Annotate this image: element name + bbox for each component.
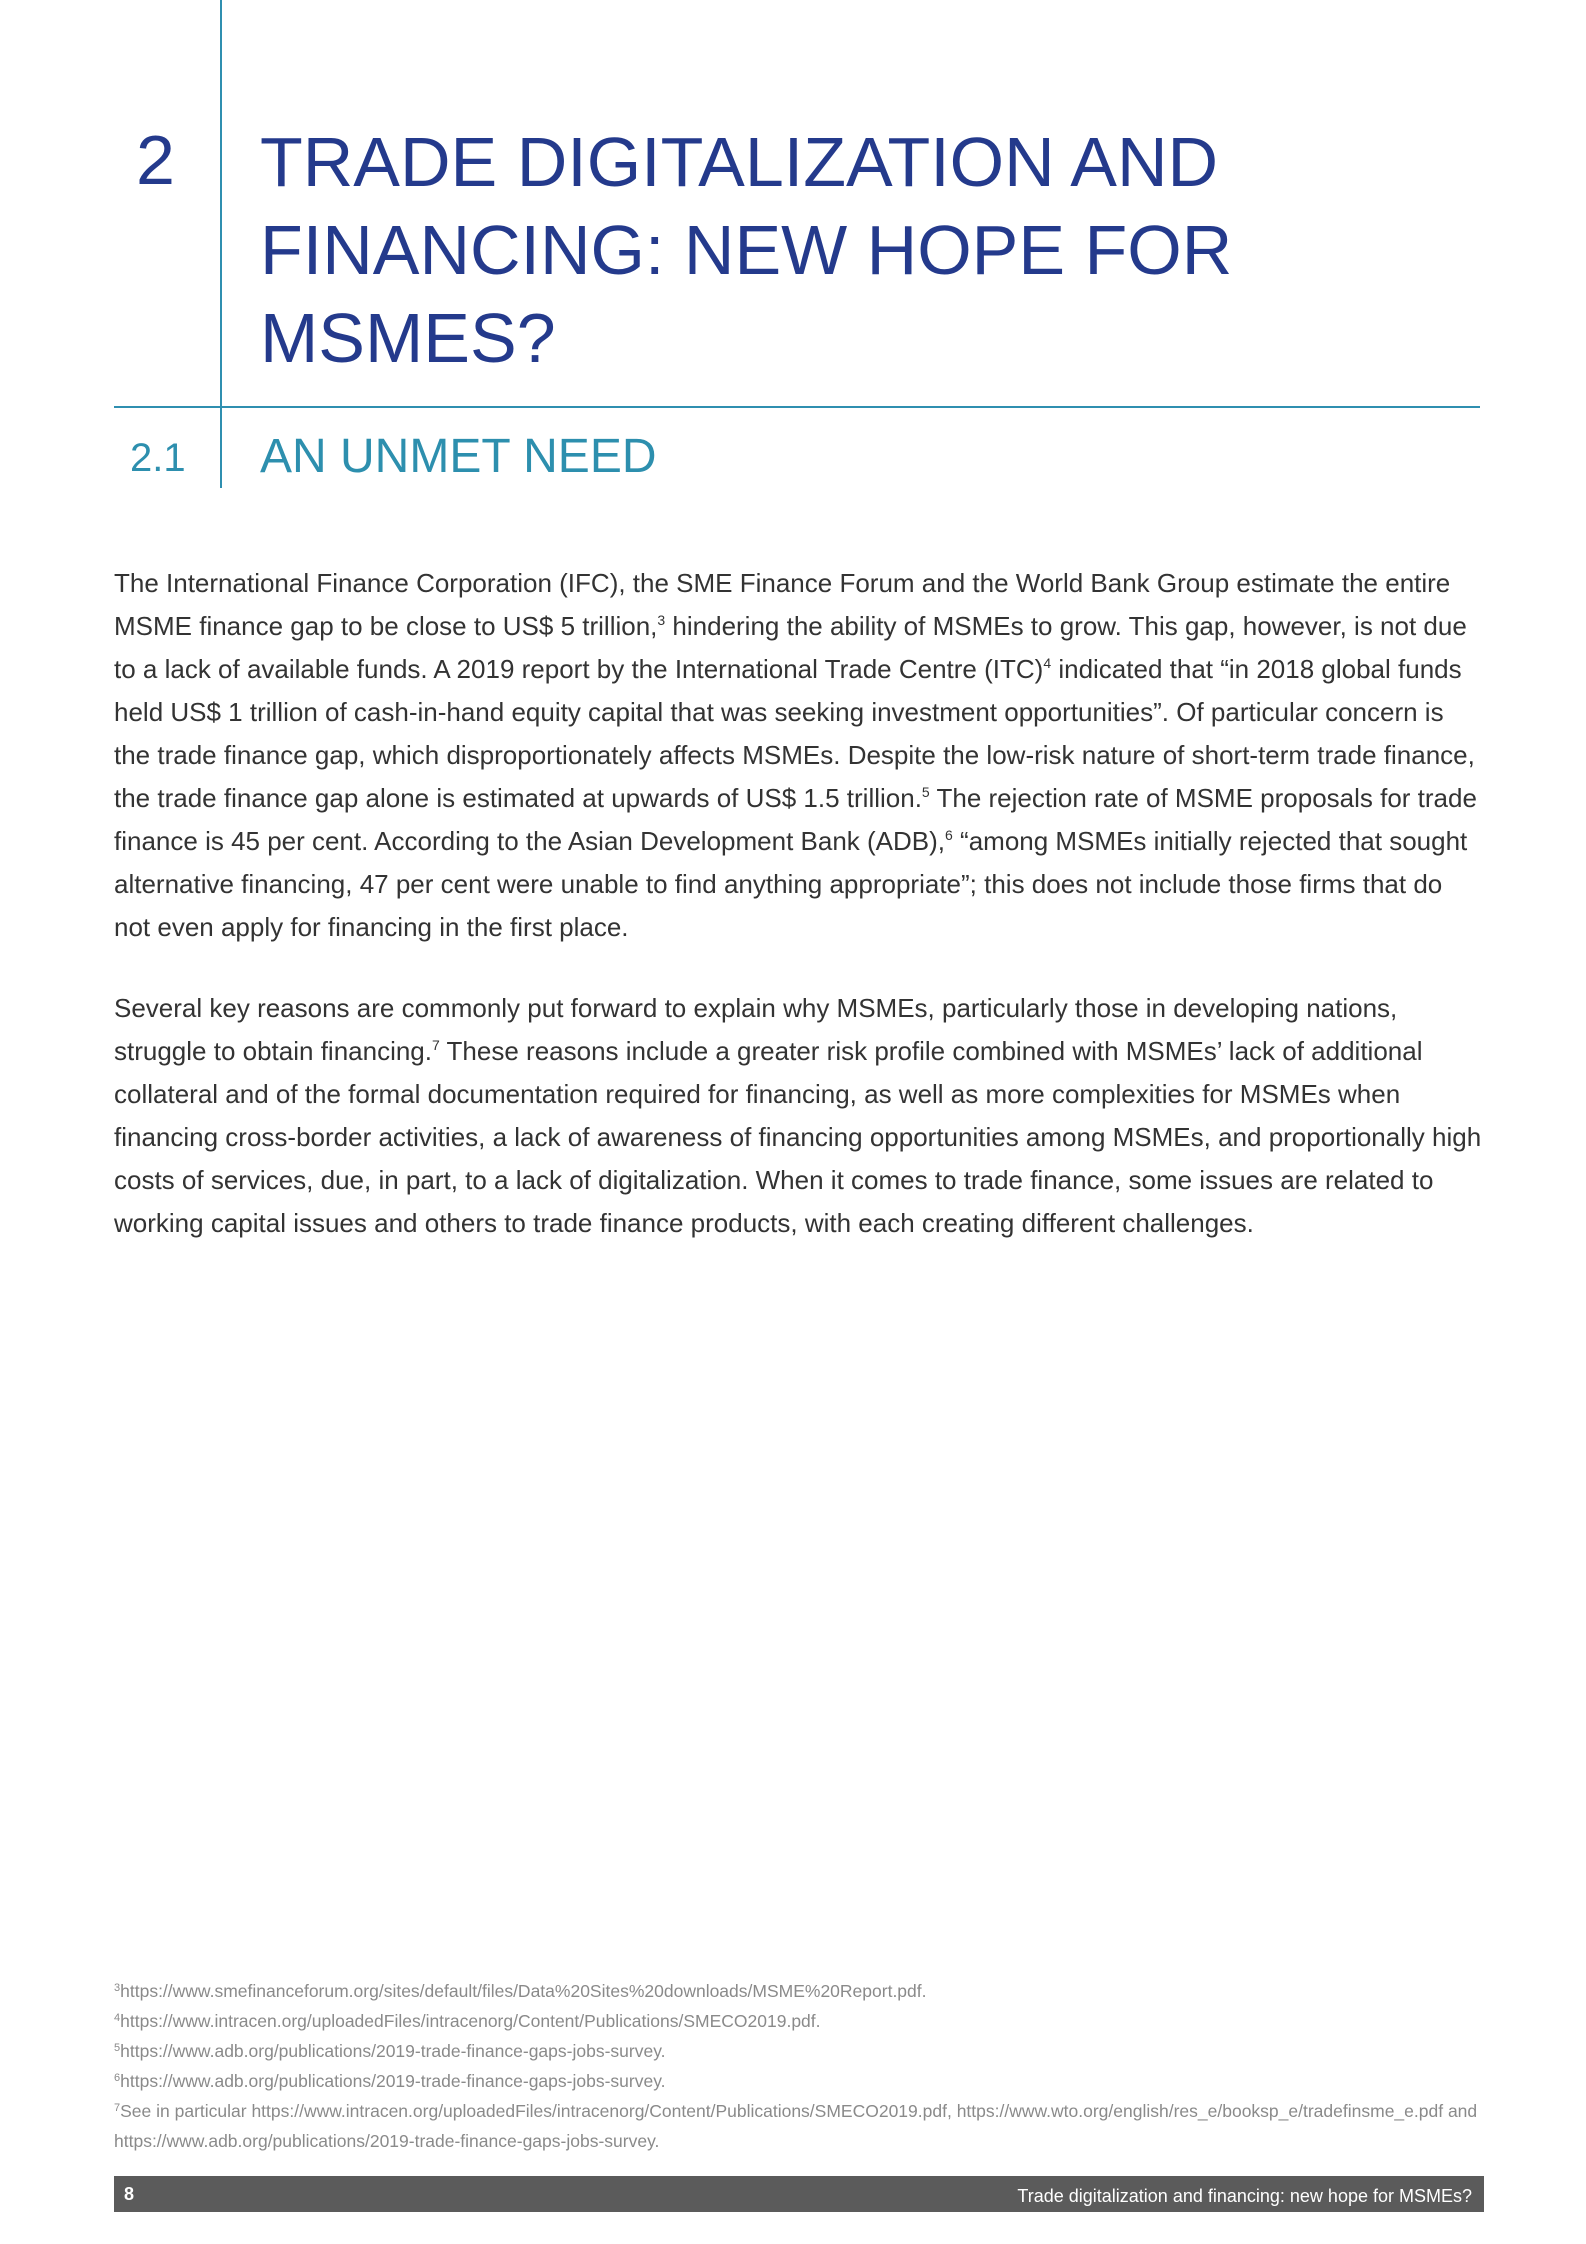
horizontal-divider [114,406,1480,408]
footnote-5 [114,2036,1484,2066]
paragraph-1-text-c: indicated that “in 2018 global funds held US$ 1 trillion of cash-in-hand equity capital that was seeking investment opportunities”. Of particular concern is the trade finance gap, which disproportionately affects MSMEs. Despite the low-risk nature of short-term trade finance, the trade finance gap alone is estimated at upwards of US$ 1.5 trillion. [114,654,1475,813]
footnote-4 [114,2006,1484,2036]
footnotes [114,1976,1484,2156]
chapter-number: 2 [136,121,175,199]
footnote-7 [114,2096,1484,2156]
paragraph-1-text-b: hindering the ability of MSMEs to grow. This gap, however, is not due to a lack of available funds. A 2019 report by the International Trade Centre (ITC) [114,611,1467,684]
chapter-title: TRADE DIGITALIZATION AND FINANCING: NEW HOPE FOR MSMES? [260,123,1233,377]
footnote-ref-7[interactable]: 7 [432,1037,440,1053]
footnote-ref-3[interactable]: 3 [657,612,666,628]
vertical-divider [220,0,222,488]
page-number: 8 [124,2184,135,2204]
paragraph-1-text-d: The rejection rate of MSME proposals for trade finance is 45 per cent. According to the Asian Development Bank (ADB), [114,783,1477,856]
footnote-number: 3 [114,1982,121,1994]
footnote-ref-4[interactable]: 4 [1043,655,1052,671]
section-number: 2.1 [130,436,186,480]
paragraph-1-text-e: “among MSMEs initially rejected that sought alternative financing, 47 per cent were unable to find anything appropriate”; this does not include those firms that do not even apply for financing in the first place. [114,826,1468,942]
footnote-link[interactable]: https://www.intracen.org/uploadedFiles/intracenorg/Content/Publications/SMECO2019.pdf. [120,2011,821,2031]
footnote-ref-5[interactable]: 5 [921,784,930,800]
footnote-link[interactable]: See in particular https://www.intracen.org/uploadedFiles/intracenorg/Content/Publications/SMECO2019.pdf, https://www.wto.org/english/res_e/booksp_e/tradefinsme_e.pdf and https://www.adb.org/publications/2019-trade-finance-gaps-jobs-survey. [114,2101,1478,2151]
footnote-number: 5 [114,2042,121,2054]
footnote-ref-6[interactable]: 6 [945,827,953,843]
footnote-number: 6 [114,2072,121,2084]
running-title: Trade digitalization and financing: new hope for MSMEs? [1017,2186,1472,2206]
footnote-link[interactable]: https://www.adb.org/publications/2019-trade-finance-gaps-jobs-survey. [120,2071,666,2091]
footnote-link[interactable]: https://www.adb.org/publications/2019-trade-finance-gaps-jobs-survey. [120,2041,666,2061]
footnote-6 [114,2066,1484,2096]
footnote-number: 7 [114,2102,121,2114]
paragraph-1-text-a: The International Finance Corporation (IFC), the SME Finance Forum and the World Bank Group estimate the entire MSME finance gap to be close to US$ 5 trillion, [114,568,1451,641]
paragraph-2 [114,987,1484,1245]
footnote-number: 4 [114,2012,121,2024]
paragraph-1 [114,562,1484,949]
body-text [114,562,1484,1283]
footer-bar [114,2176,1484,2212]
paragraph-2-text-a: Several key reasons are commonly put forward to explain why MSMEs, particularly those in developing nations, struggle to obtain financing. [114,993,1398,1066]
footnote-3 [114,1976,1484,2006]
paragraph-2-text-b: These reasons include a greater risk profile combined with MSMEs’ lack of additional collateral and of the formal documentation required for financing, as well as more complexities for MSMEs when financing cross-border activities, a lack of awareness of financing opportunities among MSMEs, and proportionally high costs of services, due, in part, to a lack of digitalization. When it comes to trade finance, some issues are related to working capital issues and others to trade finance products, with each creating different challenges. [114,1036,1482,1238]
section-title: AN UNMET NEED [260,430,657,483]
footnote-link[interactable]: https://www.smefinanceforum.org/sites/default/files/Data%20Sites%20downloads/MSME%20Report.pdf. [120,1981,927,2001]
